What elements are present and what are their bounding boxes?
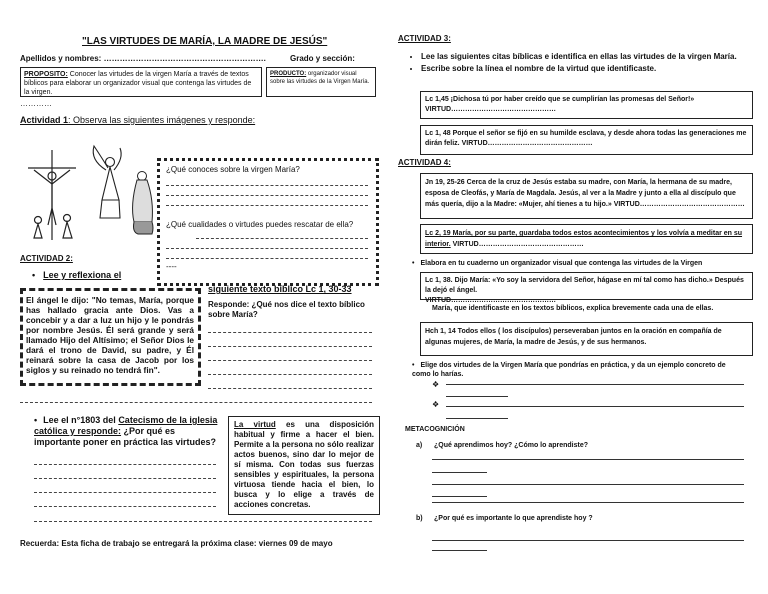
answer-line[interactable] — [208, 332, 372, 333]
answer-line[interactable] — [34, 492, 216, 493]
bible-quote: El ángel le dijo: "No temas, María, porque has hallado gracia ante Dios. Vas a concebir y a dar a luz un hijo y le pondrás por nombre Jesús. Él será grande y será llamado Hijo del Altísimo; el Señor Dios le dará el trono de David, su padre, y Él reinará sobre la casa de Jacob por los siglos y su reinado no tendrá fin". — [26, 295, 194, 375]
grado-label: Grado y sección: — [290, 54, 355, 63]
virgin-mary-icon — [133, 172, 153, 235]
answer-line[interactable] — [446, 396, 508, 397]
answer-line[interactable] — [432, 496, 487, 497]
actividad2-bullet: • Lee y reflexiona el — [32, 270, 122, 280]
elige-instruction: • Elige dos virtudes de la Virgen María que pondrías en práctica, y da un ejemplo concreto de como lo harías. — [412, 362, 726, 378]
answer-line[interactable] — [432, 459, 744, 460]
answer-line[interactable] — [208, 374, 372, 375]
answer-line[interactable] — [34, 478, 216, 479]
answer-line[interactable] — [208, 388, 372, 389]
question-2: ¿Qué cualidades o virtudes puedes rescatar de ella? — [166, 220, 354, 229]
meta-b-label: b) — [416, 515, 423, 522]
virtud-line[interactable]: VIRTUD……………………………………… — [425, 106, 557, 113]
actividad4-title: ACTIVIDAD 4: — [398, 158, 451, 167]
catecismo-question: • Lee el n°1803 del Catecismo de la iglesia católica y responde: ¿Por qué es importante poner en práctica las virtudes? — [34, 415, 218, 447]
answer-line[interactable] — [432, 484, 744, 485]
answer-line[interactable] — [166, 185, 368, 186]
question-end: ---- — [166, 262, 177, 271]
producto-text: organizador visual sobre las virtudes de la Virgen María. — [270, 71, 370, 85]
actividad2-bullet-cont: siguiente texto bíblico Lc 1, 30-33 — [208, 284, 352, 294]
answer-line[interactable] — [196, 238, 368, 239]
cita-box-6: Hch 1, 14 Todos ellos ( los discípulos) perseveraban juntos en la oración en compañía de algunas mujeres, de María, la madre de Jesús, y de sus hermanos. — [420, 322, 753, 356]
answer-line[interactable] — [446, 384, 744, 385]
answer-line[interactable] — [208, 346, 372, 347]
answer-line[interactable] — [166, 248, 368, 249]
dots-text: ………… — [20, 99, 52, 108]
actividad1-text: : Observa las siguientes imágenes y responde: — [68, 115, 256, 125]
angel-icon — [93, 146, 121, 218]
meta-b-question: ¿Por qué es importante lo que aprendiste hoy ? — [434, 515, 593, 522]
answer-line[interactable] — [166, 195, 368, 196]
answer-line[interactable] — [34, 521, 372, 522]
answer-line[interactable] — [166, 205, 368, 206]
producto-label: PRODUCTO: — [270, 71, 307, 77]
actividad1-title: Actividad 1 — [20, 115, 69, 125]
answer-line[interactable] — [432, 540, 744, 541]
cita-box-3: Jn 19, 25-26 Cerca de la cruz de Jesús estaba su madre, con María, la hermana de su madre, esposa de Cleofás, y María de Magdala. Jesús, al ver a la Madre y junto a ella al discípulo que más quería, dijo a la Madre: «Mujer, ahí tienes a tu hijo.» VIRTUD……………………………………… — [420, 173, 753, 219]
answer-line[interactable] — [432, 550, 487, 551]
proposito-text: Conocer las virtudes de la virgen María a través de textos bíblicos para elaborar un organizador visual que contenga las virtudes de la virgen. — [24, 71, 252, 96]
virtud-definition: es una disposición habitual y firme a hacer el bien. Permite a la persona no sólo realizar actos buenos, sino dar lo mejor de sí misma. Con todas sus fuerzas sensibles y espirituales, la persona virtuosa tiende hacia el bien, lo busca y lo elige a través de acciones concretas. — [234, 420, 374, 509]
actividad1-heading — [20, 115, 255, 126]
actividad2-title: ACTIVIDAD 2: — [20, 254, 73, 263]
apellidos-label: Apellidos y nombres: ……………………………………………………. — [20, 54, 266, 63]
worksheet-title: "LAS VIRTUDES DE MARÍA, LA MADRE DE JESÚS" — [82, 36, 328, 47]
actividad3-title: ACTIVIDAD 3: — [398, 34, 451, 43]
meta-a-label: a) — [416, 442, 423, 449]
diamond-bullet-icon: ❖ — [432, 400, 440, 409]
answer-line[interactable] — [446, 418, 508, 419]
recuerda-note: Recuerda: Esta ficha de trabajo se entregará la próxima clase: viernes 09 de mayo — [20, 539, 333, 548]
proposito-label: PROPOSITO: — [24, 71, 68, 78]
elabora-instruction: • Elabora en tu cuaderno un organizador visual que contenga las virtudes de la Virgen — [412, 260, 703, 267]
meta-a-question: ¿Qué aprendimos hoy? ¿Cómo lo aprendiste? — [434, 442, 589, 449]
virtud-line[interactable]: VIRTUD……………………………………… — [452, 241, 584, 248]
virtud-line[interactable]: VIRTUD……………………………………… — [425, 297, 557, 304]
cita-box-4: Lc 2, 19 María, por su parte, guardaba todos estos acontecimientos y los volvía a meditar en su interior. VIRTUD……………………………………… — [420, 224, 753, 254]
producto-box — [266, 67, 376, 97]
question-1: ¿Qué conoces sobre la virgen María? — [166, 165, 300, 174]
diamond-bullet-icon: ❖ — [432, 380, 440, 389]
responde-question: Responde: ¿Qué nos dice el texto bíblico sobre María? — [208, 300, 365, 319]
answer-line[interactable] — [166, 258, 368, 259]
answer-line[interactable] — [432, 502, 744, 503]
actividad3-instructions: • Lee las siguientes citas bíblicas e identifica en ellas las virtudes de la virgen María. • Escribe sobre la línea el nombre de la virtud que identificaste. — [405, 52, 750, 76]
answer-line[interactable] — [432, 472, 487, 473]
answer-line[interactable] — [34, 464, 216, 465]
virtud-line[interactable]: VIRTUD……………………………………… — [461, 140, 593, 147]
answer-line[interactable] — [208, 360, 372, 361]
crucifix-icon — [28, 150, 76, 240]
cita-box-1: Lc 1,45 ¡Dichosa tú por haber creído que se cumplirían las promesas del Señor!» VIRTUD……………………………………… — [420, 91, 753, 119]
answer-line[interactable] — [446, 406, 744, 407]
answer-line[interactable] — [34, 506, 216, 507]
proposito-box — [20, 67, 262, 97]
cita-box-2: Lc 1, 48 Porque el señor se fijó en su humilde esclava, y desde ahora todas las generaciones me dirán feliz. VIRTUD……………………………………… — [420, 125, 753, 155]
elabora-note: María, que identificaste en los textos bíblicos, explica brevemente cada una de ellas. — [432, 305, 714, 312]
religious-images — [20, 140, 160, 245]
virtud-line[interactable]: VIRTUD……………………………………… — [613, 201, 745, 208]
answer-line[interactable] — [20, 402, 372, 403]
metacognicion-title: METACOGNICIÓN — [405, 426, 465, 433]
virtud-term: La virtud — [234, 420, 276, 429]
cita-box-5: Lc 1, 38. Dijo María: «Yo soy la servidora del Señor, hágase en mí tal como has dicho.» Después la dejó el ángel. VIRTUD……………………………………… — [420, 272, 753, 300]
virtud-definition-box — [228, 416, 380, 515]
